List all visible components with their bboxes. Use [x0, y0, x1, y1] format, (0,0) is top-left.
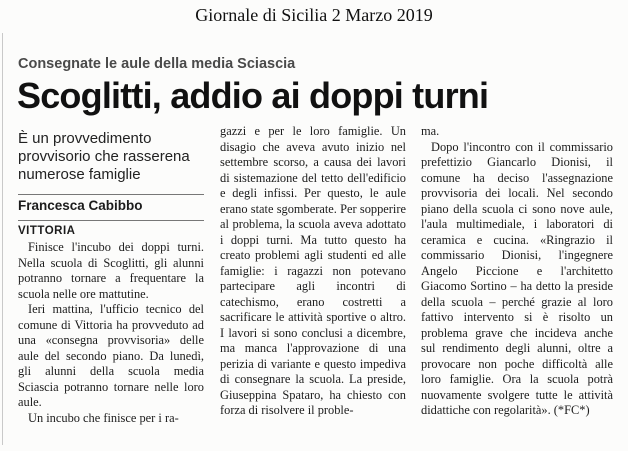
- article-column-3: [421, 124, 613, 419]
- paragraph: Finisce l'incubo dei doppi turni. Nella scuola di Scoglitti, gli alunni potranno tornare a frequentare la scuola nelle ore mattutine.: [18, 240, 204, 301]
- article-dateline: VITTORIA: [18, 224, 76, 237]
- article-deck: È un provvedimento provvisorio che rasserena numerose famiglie: [18, 130, 190, 183]
- article-headline: Scoglitti, addio ai doppi turni: [17, 75, 489, 116]
- article-byline: Francesca Cabibbo: [18, 198, 143, 213]
- paragraph: Ieri mattina, l'ufficio tecnico del comune di Vittoria ha provveduto ad una «consegna provvisoria» delle aule del secondo piano. Da lunedì, gli alunni della scuola media Sciascia potranno tornare nelle loro aule.: [18, 302, 204, 409]
- paragraph: ma.: [421, 124, 440, 138]
- article-kicker: Consegnate le aule della media Sciascia: [18, 56, 296, 72]
- byline-divider: [18, 220, 204, 221]
- article-column-2: [220, 124, 406, 419]
- article-column-1: [18, 124, 204, 426]
- masthead: Giornale di Sicilia 2 Marzo 2019: [195, 5, 433, 25]
- paragraph: gazzi e per le loro famiglie. Un disagio che aveva avuto inizio nel settembre scorso, a causa dei lavori di sistemazione del tetto dell'edificio e degli infissi. Per questo, le aule erano state sgomberate. Per sopperire al problema, la scuola aveva adottato i doppi turni. Ma tutto questo ha creato problemi agli studenti ed alle famiglie: i ragazzi non potevano partecipare agli incontri di catechismo, erano costretti a sacrificare le attività sportive o altro. I lavori si sono conclusi a dicembre, ma manca l'approvazione di una perizia di variante e questo impediva di consegnare la scuola. La preside, Giuseppina Spataro, ha chiesto con forza di risolvere il proble-: [220, 124, 406, 417]
- paragraph: Dopo l'incontro con il commissario prefettizio Giancarlo Dionisi, il comune ha deciso l'assegnazione provvisoria dei locali. Nel secondo piano della scuola ci sono nove aule, l'aula multimediale, i laboratori di ceramica e cucina. «Ringrazio il commissario Dionisi, l'ingegnere Angelo Piccione e l'architetto Giacomo Sortino – ha detto la preside della scuola – perché grazie al loro fattivo intervento si è risolto un problema grave che incideva anche sul rendimento degli alunni, oltre a provocare non poche difficoltà alle loro famiglie. Ora la scuola potrà nuovamente svolgere tutte le attività didattiche con regolarità». (*FC*): [421, 139, 613, 417]
- deck-divider: [18, 194, 204, 195]
- paragraph: Un incubo che finisce per i ra-: [28, 410, 179, 425]
